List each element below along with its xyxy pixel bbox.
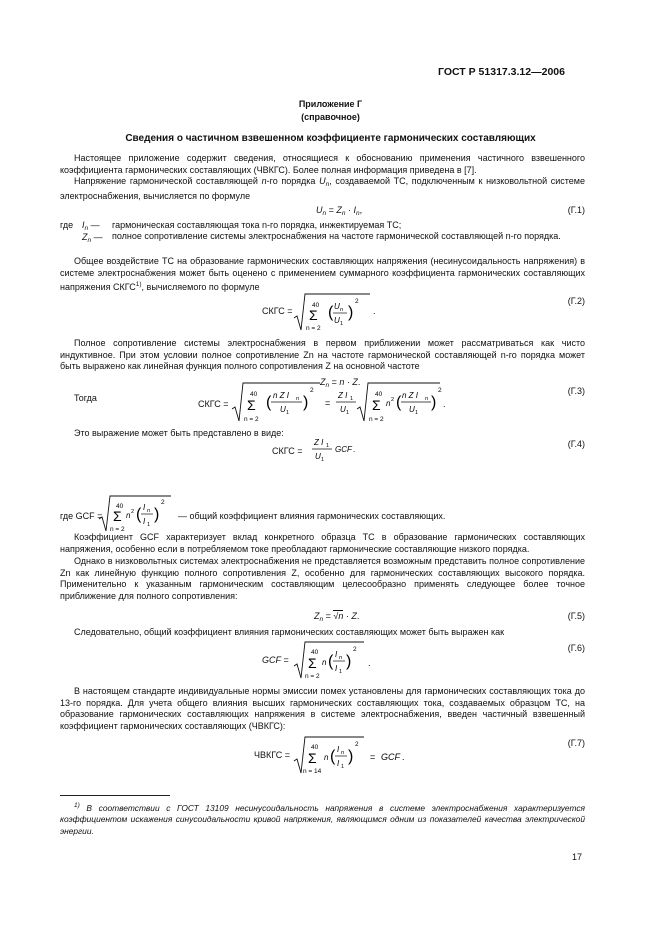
appendix-title: Приложение Г	[298, 99, 363, 109]
svg-text:=: =	[325, 398, 331, 408]
svg-text:U: U	[280, 405, 286, 414]
svg-text:n = 2: n = 2	[244, 416, 259, 423]
paragraph-impedance: Полное сопротивление системы электроснабжения в первом приближении может рассматриваться как чисто индуктивное. При этом условии полное сопротивление Zn на частоте гармонической составляющей n-го порядка может быть выражено как линейная функция полного сопротивления Z на основной частоте	[60, 338, 585, 372]
svg-text:U: U	[334, 316, 340, 325]
svg-text:(: (	[396, 394, 402, 411]
formula-g7	[292, 735, 412, 777]
formula-g3	[230, 381, 450, 425]
formula-g6	[292, 640, 374, 682]
equation-number-g3: (Г.3)	[567, 386, 585, 396]
svg-text:40: 40	[311, 649, 319, 656]
page-number: 17	[572, 852, 583, 862]
svg-text:Σ: Σ	[372, 397, 381, 413]
equation-number-g5: (Г.5)	[567, 611, 585, 621]
svg-text:2: 2	[391, 397, 395, 403]
svg-text:Σ: Σ	[308, 750, 317, 766]
svg-text:n: n	[324, 753, 329, 762]
paragraph-high-order: Однако в низковольтных системах электроснабжения не представляется возможным представить полное сопротивление Zn как линейную функцию полного сопротивления Z, особенно для гармонических составляющих высокого порядка. Применительно к указанным гармоническим составляющим целесообразно применять следующее более точное приближение для полного сопротивления:	[60, 556, 585, 601]
equation-number-g4: (Г.4)	[567, 439, 585, 449]
svg-text:U: U	[315, 452, 321, 461]
svg-text:.: .	[353, 445, 356, 454]
svg-text:Z I: Z I	[338, 391, 348, 400]
svg-text:(: (	[136, 506, 142, 523]
equation-number-g7: (Г.7)	[567, 738, 585, 748]
section-title: Сведения о частичном взвешенном коэффициенте гармонических составляющих	[125, 133, 536, 144]
svg-text:n Z I: n Z I	[273, 391, 290, 400]
paragraph-representation: Это выражение может быть представлено в виде:	[74, 428, 284, 438]
def-zn-text: полное сопротивление системы электроснабжения на частоте гармонической составляющей n-го порядка.	[112, 231, 561, 241]
svg-text:n = 14: n = 14	[303, 768, 322, 775]
equation-number-g1: (Г.1)	[567, 205, 585, 215]
svg-text:n: n	[341, 750, 345, 756]
svg-text:n = 2: n = 2	[110, 526, 125, 533]
svg-text:I: I	[335, 650, 338, 659]
document-number: ГОСТ Р 51317.3.12—2006	[438, 66, 565, 78]
svg-text:1: 1	[147, 522, 151, 528]
svg-text:2: 2	[310, 387, 314, 394]
appendix-subtitle: (справочное)	[301, 112, 360, 122]
svg-text:(: (	[328, 304, 334, 321]
svg-text:GCF: GCF	[381, 752, 400, 762]
svg-text:n: n	[425, 396, 429, 402]
formula-g7-label: ЧВКГС =	[254, 750, 290, 760]
svg-text:1: 1	[286, 410, 290, 416]
gcf-where-label: где GCF =	[60, 511, 103, 521]
svg-text:I: I	[337, 745, 340, 754]
svg-text:n Z I: n Z I	[402, 391, 419, 400]
formula-g2-radical	[292, 292, 372, 334]
footnote-text: В соответствии с ГОСТ 13109 несинусоидальность напряжения в системе электроснабжения характеризуется коэффициентом искажения синусоидальности кривой напряжения, являющимся одним из показателей качества электрической энергии.	[60, 803, 586, 836]
svg-text:n: n	[386, 399, 391, 408]
svg-text:2: 2	[438, 387, 442, 394]
svg-text:2: 2	[353, 646, 357, 653]
svg-text:2: 2	[355, 298, 359, 305]
svg-text:n = 2: n = 2	[369, 416, 384, 423]
formula-zn-linear: $Z_n = n \cdot Z$.	[320, 377, 361, 389]
label-then: Тогда	[74, 393, 97, 403]
paragraph-gcf-expression: Следовательно, общий коэффициент влияния гармонических составляющих может быть выражен как	[74, 627, 505, 637]
svg-text:1: 1	[339, 669, 343, 675]
svg-text:GCF: GCF	[335, 445, 352, 454]
svg-text:I: I	[143, 517, 146, 526]
paragraph-voltage: Напряжение гармонической составляющей n-го порядка $U_n$, создаваемой ТС, подключенным к низковольтной системе электроснабжения, вычисляется по формуле	[60, 176, 586, 201]
def-symbol-zn: $Z_n$ —	[82, 232, 103, 244]
svg-text:I: I	[335, 664, 338, 673]
svg-text:=: =	[370, 752, 376, 762]
svg-text:U: U	[409, 405, 415, 414]
paragraph-pwhd: В настоящем стандарте индивидуальные нормы эмиссии помех установлены для гармонических составляющих тока до 13-го порядка. Для учета общего влияния высших гармонических составляющих тока, создаваемых образцом ТС, на образование гармонических составляющих напряжения в системе электроснабжения, введен частичный взвешенный коэффициент гармонических составляющих (ЧВКГС):	[60, 686, 585, 731]
svg-text:U: U	[334, 302, 340, 311]
paragraph-skgs: Общее воздействие ТС на образование гармонических составляющих напряжения (несинусоидальность напряжения) в системе электроснабжения может быть оценено с применением суммарного коэффициента гармонических составляющих напряжения СКГС$^{1)}$, вычисляемого по формуле	[60, 256, 585, 293]
svg-text:): )	[348, 304, 354, 321]
formula-g2-label: СКГС =	[262, 306, 293, 316]
svg-text:Σ: Σ	[308, 655, 317, 671]
svg-text:n: n	[322, 658, 327, 667]
svg-text:n = 2: n = 2	[306, 325, 321, 332]
svg-text:n: n	[296, 396, 300, 402]
svg-text:2: 2	[161, 499, 165, 506]
svg-text:I: I	[143, 503, 146, 512]
formula-g4-label: СКГС =	[272, 446, 303, 456]
footnote-mark: 1)	[74, 802, 80, 809]
equation-number-g6: (Г.6)	[567, 643, 585, 653]
svg-text:n = 2: n = 2	[305, 673, 320, 680]
svg-text:1: 1	[346, 410, 350, 416]
svg-text:(: (	[266, 394, 272, 411]
svg-text:I: I	[337, 759, 340, 768]
def-in-text: гармоническая составляющая тока n-го порядка, инжектируемая ТС;	[112, 220, 402, 230]
gcf-definition-text: — общий коэффициент влияния гармонических составляющих.	[178, 511, 446, 521]
formula-g1: $U_n = Z_n \cdot I_n$,	[316, 205, 363, 217]
svg-text:1: 1	[350, 396, 354, 402]
svg-text:40: 40	[375, 391, 383, 398]
svg-text:1: 1	[415, 410, 419, 416]
svg-text:2: 2	[355, 741, 359, 748]
svg-text:): )	[154, 506, 160, 523]
svg-text:Σ: Σ	[247, 397, 256, 413]
footnote-separator	[60, 795, 170, 796]
footnote	[60, 800, 585, 837]
svg-text:.: .	[368, 658, 371, 668]
svg-text:Σ: Σ	[113, 508, 122, 524]
paragraph-gcf-meaning: Коэффициент GCF характеризует вклад конкретного образца ТС в образование гармонических составляющих напряжения, особенно если в потребляемом токе преобладают гармонические составляющие низкого порядка.	[60, 532, 585, 554]
svg-text:n: n	[147, 508, 151, 514]
svg-text:Σ: Σ	[309, 307, 318, 323]
svg-text:1: 1	[321, 457, 325, 463]
svg-text:40: 40	[311, 744, 319, 751]
svg-text:.: .	[402, 752, 405, 762]
svg-text:): )	[348, 748, 354, 765]
paragraph-intro: Настоящее приложение содержит сведения, относящиеся к обоснованию применения частичного взвешенного коэффициента гармонических составляющих (ЧВКГС). Более полная информация приведена в [7].	[60, 153, 585, 175]
svg-text:n: n	[340, 307, 344, 313]
svg-text:40: 40	[116, 503, 124, 510]
svg-text:): )	[303, 394, 309, 411]
svg-text:1: 1	[326, 443, 330, 449]
formula-g4	[306, 434, 366, 464]
svg-text:(: (	[330, 748, 336, 765]
svg-text:1: 1	[340, 321, 344, 327]
svg-text:n: n	[339, 655, 343, 661]
svg-text:): )	[346, 653, 352, 670]
svg-text:2: 2	[131, 509, 135, 515]
formula-g5: $Z_n = √n \cdot Z$.	[314, 611, 360, 623]
svg-text:40: 40	[312, 302, 320, 309]
def-symbol-in: $I_n$ —	[82, 220, 100, 232]
svg-text:): )	[431, 394, 437, 411]
svg-text:40: 40	[250, 391, 258, 398]
formula-g6-label: GCF =	[262, 655, 289, 665]
equation-number-g2: (Г.2)	[567, 296, 585, 306]
gcf-definition-formula	[97, 494, 173, 534]
where-label: где	[60, 220, 74, 230]
svg-text:U: U	[340, 405, 346, 414]
svg-text:1: 1	[341, 764, 345, 770]
svg-text:Z I: Z I	[314, 438, 324, 447]
svg-text:n: n	[126, 511, 131, 520]
svg-text:(: (	[328, 653, 334, 670]
